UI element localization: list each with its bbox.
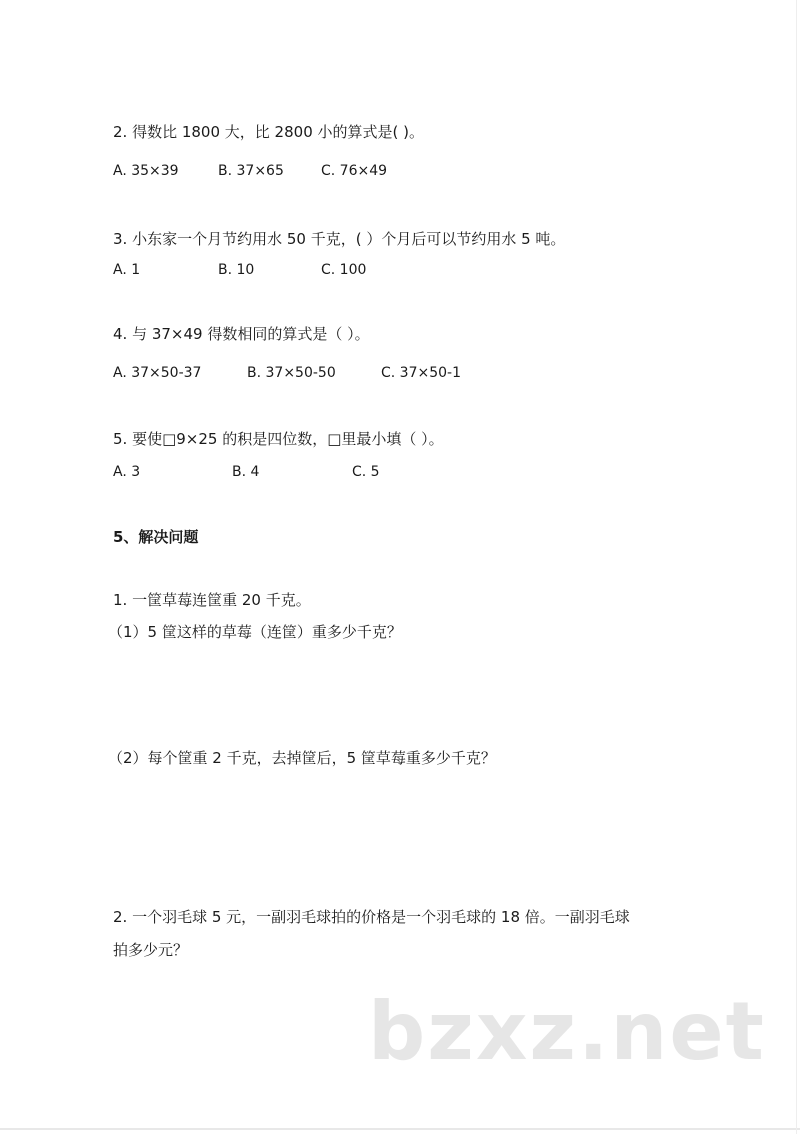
page-bottom-edge — [0, 1128, 800, 1130]
question-5-option-b: B. 4 — [232, 464, 260, 480]
section-heading: 5、解决问题 — [113, 528, 199, 546]
question-5-text: 5. 要使□9×25 的积是四位数，□里最小填（ ）。 — [113, 430, 444, 448]
question-5-option-a: A. 3 — [113, 464, 141, 480]
problem-2-line-1: 2. 一个羽毛球 5 元，一副羽毛球拍的价格是一个羽毛球的 18 倍。一副羽毛球 — [113, 908, 630, 926]
question-3-option-a: A. 1 — [113, 262, 141, 278]
question-2-option-b: B. 37×65 — [218, 163, 284, 179]
problem-1-question-2: （2）每个筐重 2 千克，去掉筐后，5 筐草莓重多少千克？ — [108, 749, 496, 767]
question-4-option-a: A. 37×50-37 — [113, 365, 202, 381]
question-4-option-c: C. 37×50-1 — [381, 365, 461, 381]
question-4-option-b: B. 37×50-50 — [247, 365, 336, 381]
problem-1-intro: 1. 一筐草莓连筐重 20 千克。 — [113, 591, 311, 609]
question-2-option-a: A. 35×39 — [113, 163, 179, 179]
question-3-option-c: C. 100 — [321, 262, 367, 278]
problem-1-question-1: （1）5 筐这样的草莓（连筐）重多少千克？ — [108, 623, 402, 641]
page-right-edge — [796, 0, 797, 1134]
watermark: bzxz.net — [368, 985, 766, 1078]
question-3-text: 3. 小东家一个月节约用水 50 千克，( ）个月后可以节约用水 5 吨。 — [113, 230, 566, 248]
problem-2-line-2: 拍多少元？ — [113, 941, 189, 959]
question-2-option-c: C. 76×49 — [321, 163, 388, 179]
question-3-option-b: B. 10 — [218, 262, 255, 278]
question-4-text: 4. 与 37×49 得数相同的算式是（ ）。 — [113, 325, 370, 343]
question-2-text: 2. 得数比 1800 大，比 2800 小的算式是( )。 — [113, 123, 424, 141]
question-5-option-c: C. 5 — [352, 464, 380, 480]
